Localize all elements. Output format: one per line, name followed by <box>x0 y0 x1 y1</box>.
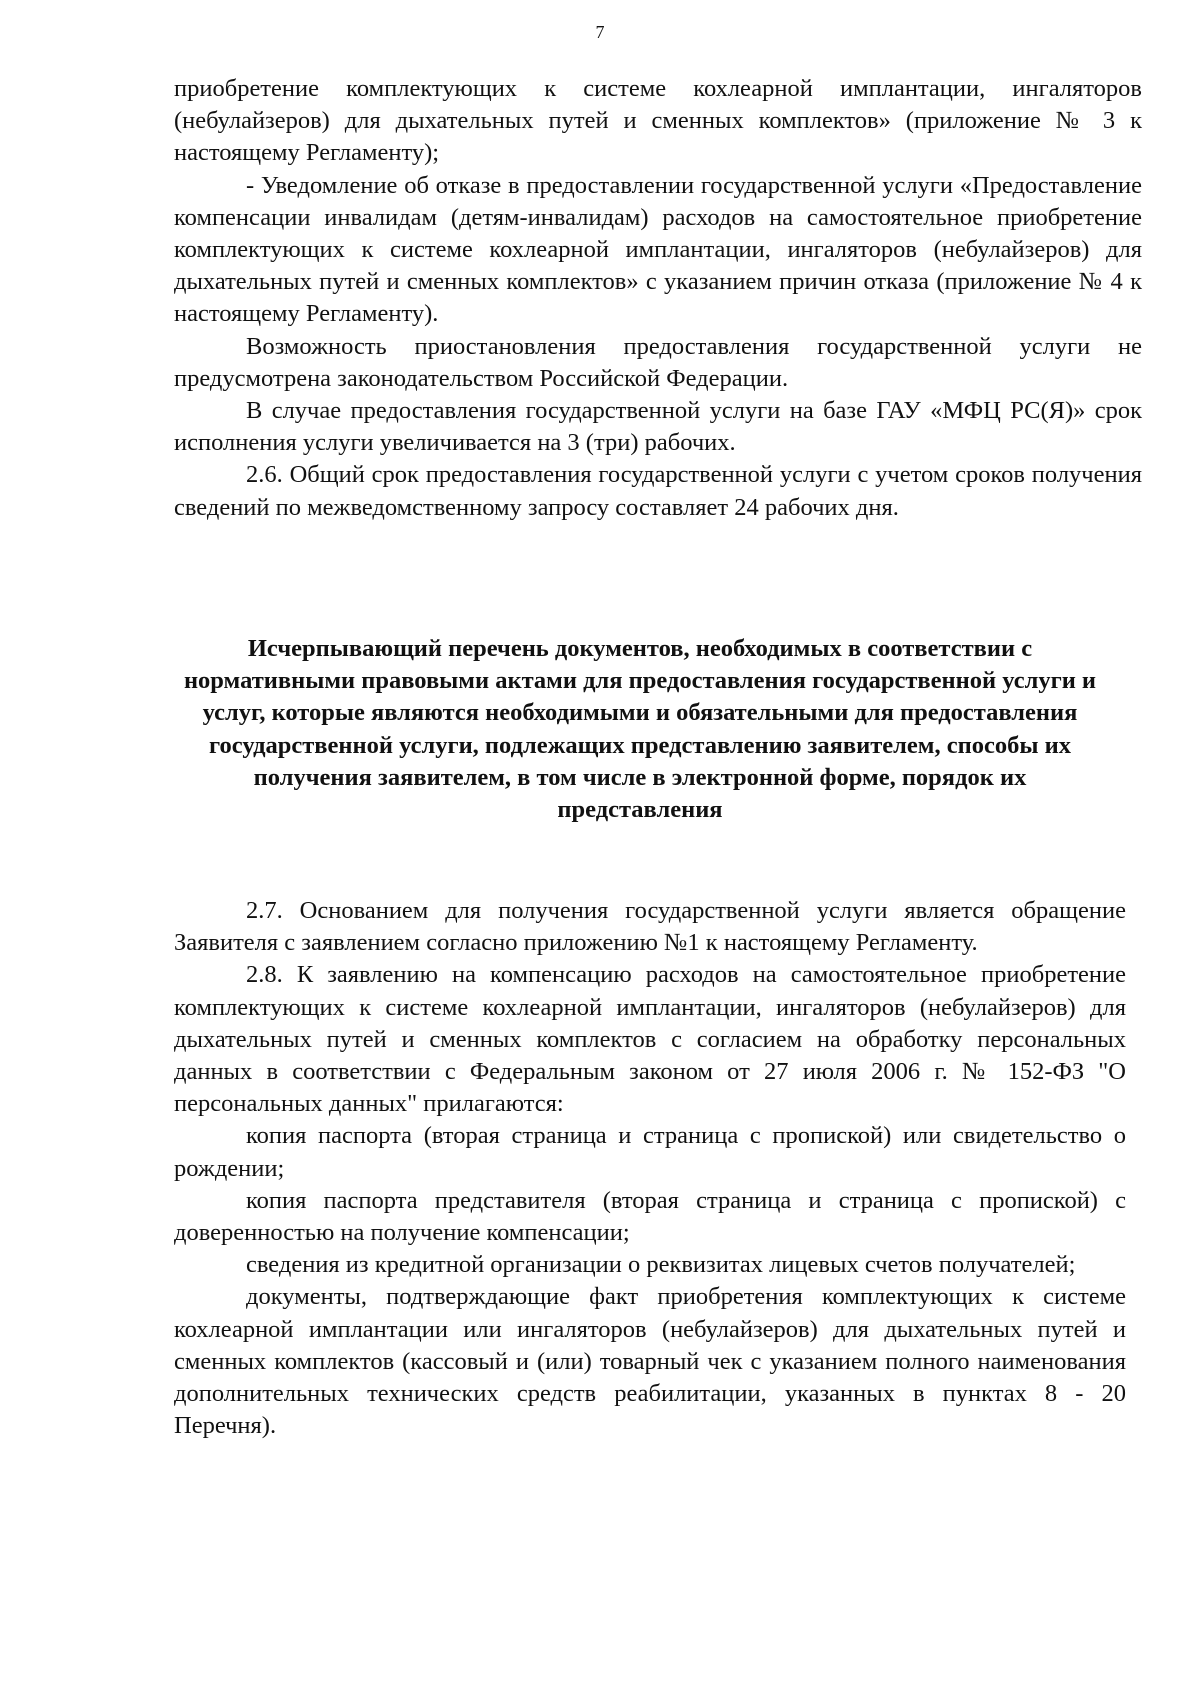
paragraph-2-6: 2.6. Общий срок предоставления государственной услуги с учетом сроков получения сведений по межведомственному запросу составляет 24 рабочих дня. <box>174 461 1142 521</box>
paragraph-continuation: приобретение комплектующих к системе кохлеарной имплантации, ингаляторов (небулайзеров) для дыхательных путей и сменных комплектов» (приложение № 3 к настоящему Регламенту); <box>174 75 1142 167</box>
paragraph-refusal-notice: - Уведомление об отказе в предоставлении государственной услуги «Предоставление компенсации инвалидам (детям-инвалидам) расходов на самостоятельное приобретение комплектующих к системе кохлеарной имплантации, ингаляторов (небулайзеров) для дыхательных путей и сменных комплектов» с указанием причин отказа (приложение № 4 к настоящему Регламенту). <box>174 171 1142 328</box>
list-item-passport-copy: копия паспорта (вторая страница и страница с пропиской) или свидетельство о рождении; <box>174 1122 1126 1182</box>
section-heading: Исчерпывающий перечень документов, необходимых в соответствии с нормативными правовыми актами для предоставления государственной услуги и услуг, которые являются необходимыми и обязательными для предоставления государственной услуги, подлежащих представлению заявителем, способы их получения заявителем, в том числе в электронной форме, порядок их представления <box>183 635 1097 824</box>
paragraph-suspension: Возможность приостановления предоставления государственной услуги не предусмотрена законодательством Российской Федерации. <box>174 332 1142 392</box>
page-number: 7 <box>595 22 605 42</box>
list-item-bank-details: сведения из кредитной организации о реквизитах лицевых счетов получателей; <box>246 1251 1076 1279</box>
paragraph-2-7: 2.7. Основанием для получения государственной услуги является обращение Заявителя с заявлением согласно приложению №1 к настоящему Регламенту. <box>174 897 1126 957</box>
paragraph-2-8: 2.8. К заявлению на компенсацию расходов на самостоятельное приобретение комплектующих к системе кохлеарной имплантации, ингаляторов (небулайзеров) для дыхательных путей и сменных комплектов с согласием на обработку персональных данных в соответствии с Федеральным законом от 27 июля 2006 г. № 152-ФЗ "О персональных данных" прилагаются: <box>174 961 1126 1118</box>
list-item-purchase-documents: документы, подтверждающие факт приобретения комплектующих к системе кохлеарной имплантации или ингаляторов (небулайзеров) для дыхательных путей и сменных комплектов (кассовый и (или) товарный чек с указанием полного наименования дополнительных технических средств реабилитации, указанных в пунктах 8 - 20 Перечня). <box>174 1283 1126 1440</box>
document-body-top <box>174 73 1142 524</box>
document-body-bottom <box>174 895 1126 1442</box>
list-item-representative-passport: копия паспорта представителя (вторая страница и страница с пропиской) с доверенностью на получение компенсации; <box>174 1186 1126 1247</box>
paragraph-mfc-term: В случае предоставления государственной услуги на базе ГАУ «МФЦ РС(Я)» срок исполнения услуги увеличивается на 3 (три) рабочих. <box>174 397 1142 457</box>
